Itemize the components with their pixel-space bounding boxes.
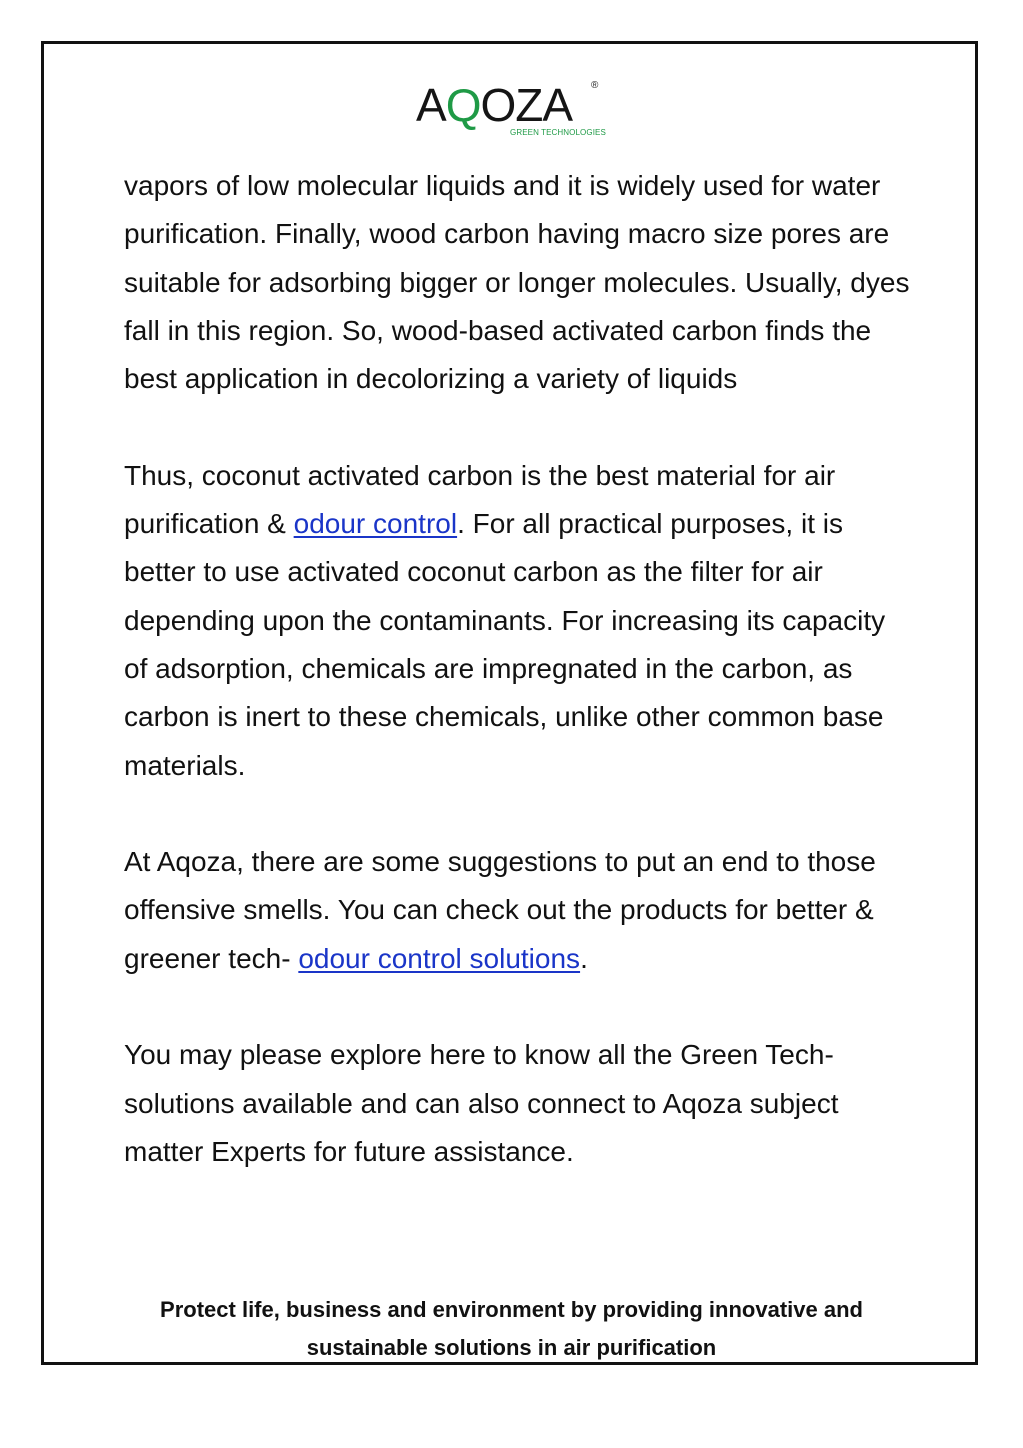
registered-mark: ® [591, 80, 599, 91]
logo-letter-q: Q [445, 79, 481, 131]
logo-letters-oza: OZA [480, 79, 573, 131]
footer-line-2: sustainable solutions in air purification [306, 1335, 717, 1360]
paragraph-explore: You may please explore here to know all the Green Tech-solutions available and can also connect to Aqoza subject matter Experts for future assistance. [124, 1039, 839, 1167]
footer-line-1: Protect life, business and environment by providing innovative and [160, 1297, 863, 1322]
paragraph-coconut-carbon [124, 452, 914, 790]
paragraph-text: . For all practical purposes, it is better to use activated coconut carbon as the filter for air depending upon the contaminants. For increasing its capacity of adsorption, chemicals are impregnated in the carbon, as carbon is inert to these chemicals, unlike other common base materials. [124, 508, 886, 781]
logo-letter-a: A [416, 79, 446, 131]
logo-wordmark [416, 78, 572, 132]
paragraph-text: Thus, coconut activated carbon is the best material for air purification & [124, 459, 836, 540]
footer-tagline [100, 1291, 923, 1367]
paragraph-wood-carbon: vapors of low molecular liquids and it is widely used for water purification. Finally, wood carbon having macro size pores are suitable for adsorbing bigger or longer molecules. Usually, dyes fall in this region. So, wood-based activated carbon finds the best application in decolorizing a variety of liquids [124, 170, 910, 395]
paragraph-aqoza-suggestions [124, 838, 914, 983]
odour-control-link[interactable]: odour control [293, 508, 458, 540]
aqoza-logo [416, 78, 612, 144]
logo-subtitle: GREEN TECHNOLOGIES [510, 128, 606, 137]
body-text [124, 162, 914, 1176]
odour-control-solutions-link[interactable]: odour control solutions [298, 942, 581, 974]
paragraph-text: . [580, 942, 588, 974]
paragraph-text: At Aqoza, there are some suggestions to put an end to those offensive smells. You can check out the products for better & greener tech- [124, 846, 876, 974]
